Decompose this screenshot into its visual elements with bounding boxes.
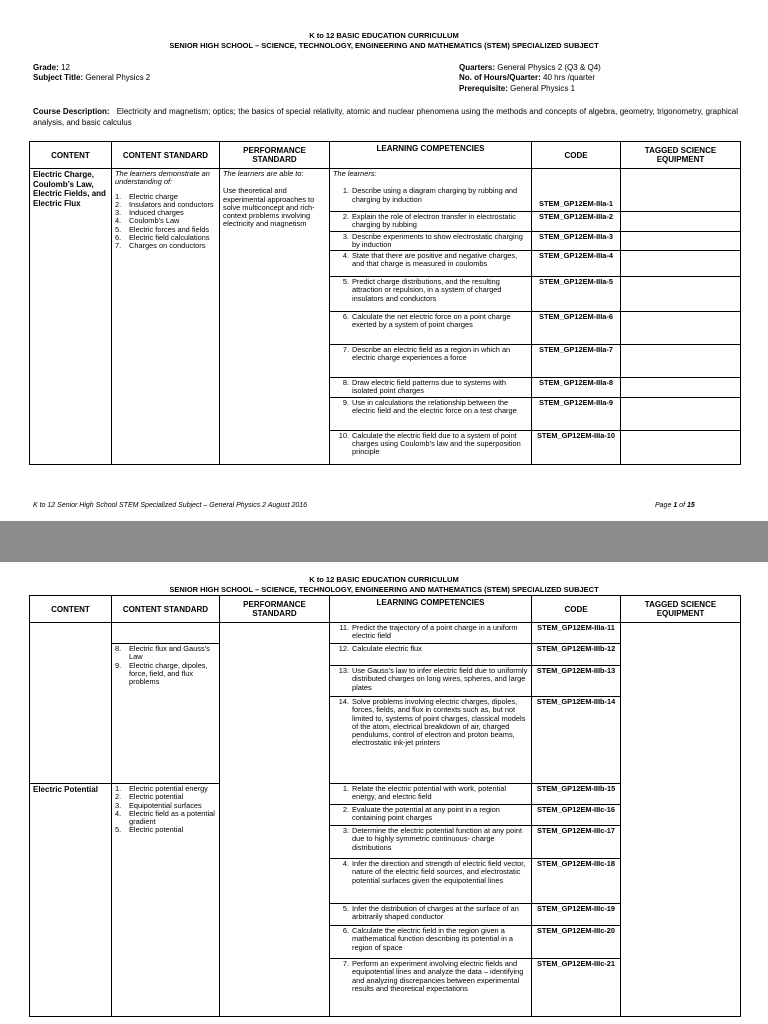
competency-item	[333, 379, 528, 396]
competency-cell	[330, 345, 532, 378]
code-cell: STEM_GP12EM-IIIa-11	[532, 623, 621, 644]
item-text: Electric potential energy	[129, 784, 208, 793]
curriculum-title-p2: K to 12 BASIC EDUCATION CURRICULUM	[309, 575, 459, 584]
quarters-value: General Physics 2 (Q3 & Q4)	[497, 63, 601, 72]
hours-line	[459, 73, 595, 83]
competency-number: 9.	[342, 397, 349, 407]
page-num: 1	[673, 502, 678, 509]
page-word: Page	[655, 502, 672, 509]
competency-number: 7.	[342, 345, 349, 355]
table-row	[30, 623, 741, 644]
col-header-tagged-equipment: TAGGED SCIENCE EQUIPMENT	[621, 142, 741, 169]
code-cell: STEM_GP12EM-IIIa-6	[532, 312, 621, 345]
tagged-equipment-cell	[621, 169, 741, 212]
item-number: 8.	[115, 644, 122, 653]
competency-text: Use Gauss’s law to infer electric field due to uniformly distributed charges on long wires, spheres, and large plates	[352, 666, 528, 692]
table-header-row-p2	[30, 596, 741, 623]
competency-item	[333, 252, 528, 269]
course-description-text: Electricity and magnetism; optics; the basics of special relativity, atomic and nuclear phenomena using the methods and concepts of algebra, geometry, trigonometry, graphical analysis, and basic calculus	[33, 107, 738, 127]
tagged-equipment-cell	[621, 212, 741, 232]
item-text: Charges on conductors	[129, 241, 206, 251]
competency-text: Draw electric field patterns due to systems with isolated point charges	[352, 378, 507, 396]
quarters-label: Quarters:	[459, 63, 496, 72]
item-text: Electric charge	[129, 191, 178, 201]
competency-text: Evaluate the potential at any point in a region containing point charges	[352, 805, 500, 823]
col-header-content: CONTENT	[30, 142, 112, 169]
item-number: 3.	[115, 800, 122, 810]
curriculum-subtitle: SENIOR HIGH SCHOOL – SCIENCE, TECHNOLOGY, ENGINEERING AND MATHEMATICS (STEM) SPECIALIZED SUBJECT	[169, 41, 599, 50]
tagged-equipment-cell	[621, 623, 741, 1017]
tagged-equipment-cell	[621, 251, 741, 277]
tagged-equipment-cell	[621, 231, 741, 251]
content-standard-item	[115, 810, 216, 827]
competency-cell	[330, 784, 532, 805]
competency-item	[333, 667, 528, 692]
code-cell: STEM_GP12EM-IIIc-16	[532, 805, 621, 826]
item-number: 2.	[115, 199, 122, 209]
code-cell: STEM_GP12EM-IIIc-17	[532, 826, 621, 859]
competency-cell	[330, 312, 532, 345]
competency-cell	[330, 623, 532, 644]
code-cell: STEM_GP12EM-IIIc-20	[532, 926, 621, 959]
competency-cell	[330, 169, 532, 212]
competency-number: 5.	[342, 277, 349, 287]
code-cell: STEM_GP12EM-IIIb-12	[532, 644, 621, 666]
table-row	[30, 169, 741, 212]
item-number: 7.	[115, 241, 122, 251]
competency-cell	[330, 231, 532, 251]
competency-item	[333, 187, 528, 204]
competency-number: 4.	[342, 859, 349, 868]
competency-number: 11.	[339, 623, 349, 632]
competency-cell	[330, 697, 532, 784]
item-number: 4.	[115, 216, 122, 226]
competency-text: Calculate the electric field in the region given a mathematical function describing its potential in a region of space	[352, 926, 514, 952]
spacer	[115, 187, 216, 191]
tagged-equipment-cell	[621, 277, 741, 312]
item-text: Electric forces and fields	[129, 224, 210, 234]
grade-value: 12	[61, 63, 70, 72]
page-number	[655, 502, 695, 509]
competency-number: 4.	[342, 251, 349, 261]
competency-cell	[330, 859, 532, 904]
competency-text: Calculate electric flux	[352, 644, 422, 653]
competency-text: Perform an experiment involving electric fields and equipotential lines and analyze the data – identifying and analyzing discrepancies between experimental results and theoretical expectations	[352, 959, 524, 993]
competency-text: Use in calculations the relationship between the electric field and the electric force on a test charge	[352, 397, 517, 416]
subject-line	[33, 73, 150, 83]
competency-item	[333, 624, 528, 641]
content-standard-cell	[112, 169, 220, 465]
hours-value: 40 hrs /quarter	[543, 73, 596, 82]
code-cell: STEM_GP12EM-IIIc-19	[532, 904, 621, 926]
code-cell: STEM_GP12EM-IIIc-18	[532, 859, 621, 904]
curriculum-title: K to 12 BASIC EDUCATION CURRICULUM	[309, 31, 459, 40]
code-cell: STEM_GP12EM-IIIa-8	[532, 378, 621, 398]
competency-number: 2.	[342, 805, 349, 814]
curriculum-table-page1	[29, 141, 741, 465]
code-cell: STEM_GP12EM-IIIa-1	[532, 169, 621, 212]
item-text: Electric potential	[129, 792, 184, 802]
competency-number: 14.	[338, 697, 349, 706]
competency-number: 6.	[342, 926, 349, 935]
code-cell: STEM_GP12EM-IIIa-9	[532, 397, 621, 430]
competency-cell	[330, 277, 532, 312]
competency-item	[333, 905, 528, 922]
competency-item	[333, 233, 528, 250]
competency-item	[333, 827, 528, 852]
competency-cell	[330, 378, 532, 398]
competency-item	[333, 960, 528, 993]
table-header-row	[30, 142, 741, 169]
item-number: 5.	[115, 224, 122, 234]
curriculum-subtitle-p2: SENIOR HIGH SCHOOL – SCIENCE, TECHNOLOGY, ENGINEERING AND MATHEMATICS (STEM) SPECIALIZED SUBJECT	[169, 585, 599, 594]
competency-cell	[330, 904, 532, 926]
code-cell: STEM_GP12EM-IIIc-21	[532, 959, 621, 1017]
competency-text: Calculate the net electric force on a point charge exerted by a system of point charges	[352, 312, 511, 330]
page-total: 15	[686, 502, 695, 509]
col-header-performance-standard-p2: PERFORMANCE STANDARD	[220, 596, 330, 623]
competency-number: 2.	[342, 212, 349, 221]
content-standard-item	[115, 662, 216, 687]
item-text: Induced charges	[129, 208, 184, 218]
item-number: 4.	[115, 808, 122, 818]
item-number: 1.	[115, 784, 122, 793]
quarters-line	[459, 63, 601, 73]
competency-number: 13.	[338, 666, 349, 675]
item-text: Electric potential	[129, 825, 184, 835]
col-header-content-p2: CONTENT	[30, 596, 112, 623]
item-text: Electric field as a potential gradient	[129, 808, 215, 827]
performance-standard-intro: The learners are able to:	[223, 169, 304, 178]
subject-label: Subject Title:	[33, 73, 84, 82]
competency-item	[333, 432, 528, 457]
prerequisite-label: Prerequisite:	[459, 84, 508, 93]
tagged-equipment-cell	[621, 378, 741, 398]
footer-text: K to 12 Senior High School STEM Specialized Subject – General Physics 2 August 2016	[33, 502, 308, 509]
of-word: of	[679, 502, 686, 509]
item-number: 5.	[115, 825, 122, 835]
col-header-content-standard: CONTENT STANDARD	[112, 142, 220, 169]
code-cell: STEM_GP12EM-IIIa-5	[532, 277, 621, 312]
grade-label: Grade:	[33, 63, 59, 72]
content-standard-cell	[112, 644, 220, 784]
item-number: 9.	[115, 660, 122, 670]
code-cell: STEM_GP12EM-IIIa-7	[532, 345, 621, 378]
col-header-code: CODE	[532, 142, 621, 169]
col-header-learning-competencies-p2: LEARNING COMPETENCIES	[330, 596, 532, 623]
competency-text: Solve problems involving electric charges, dipoles, forces, fields, and flux in contexts such as, but not limited to, systems of point charges, classical models of the atom, electrical breakdown of air, charged pendulums, control of electron and proton beams, electrostatic ink-jet printers	[352, 697, 526, 748]
item-text: Electric field calculations	[129, 233, 210, 243]
col-header-performance-standard: PERFORMANCE STANDARD	[220, 142, 330, 169]
tagged-equipment-cell	[621, 345, 741, 378]
item-text: Electric flux and Gauss’s Law	[129, 644, 210, 662]
item-text: Insulators and conductors	[129, 199, 214, 209]
code-cell: STEM_GP12EM-IIIb-15	[532, 784, 621, 805]
item-text: Coulomb’s Law	[129, 216, 180, 226]
competency-number: 7.	[342, 959, 349, 968]
competency-number: 3.	[342, 826, 349, 835]
competency-item	[333, 860, 528, 885]
item-number: 6.	[115, 233, 122, 243]
item-text: Electric charge, dipoles, force, field, and flux problems	[129, 660, 208, 687]
prerequisite-value: General Physics 1	[510, 84, 576, 93]
competency-text: State that there are positive and negative charges, and that charge is measured in coulombs	[352, 251, 518, 269]
subject-value: General Physics 2	[85, 73, 151, 82]
content-standard-item	[115, 242, 216, 250]
content-cell: Electric Potential	[30, 784, 112, 1017]
competency-text: Predict the trajectory of a point charge in a uniform electric field	[352, 623, 518, 641]
content-standard-item	[115, 826, 216, 834]
content-standard-list	[115, 785, 216, 835]
content-standard-item	[115, 645, 216, 662]
content-standard-cell	[112, 623, 220, 644]
content-cell: Electric Charge, Coulomb’s Law, Electric Fields, and Electric Flux	[30, 169, 112, 465]
prerequisite-line	[459, 84, 575, 94]
competency-item	[333, 806, 528, 823]
hours-label: No. of Hours/Quarter:	[459, 73, 541, 82]
competency-item	[333, 399, 528, 416]
competency-item	[333, 645, 528, 653]
competency-item	[333, 213, 528, 230]
competency-number: 1.	[342, 784, 349, 793]
competency-number: 1.	[342, 186, 349, 196]
col-header-content-standard-p2: CONTENT STANDARD	[112, 596, 220, 623]
competency-text: Describe experiments to show electrostatic charging by induction	[352, 231, 523, 249]
competency-intro: The learners:	[333, 169, 377, 178]
competency-item	[333, 785, 528, 802]
competency-cell	[330, 212, 532, 232]
competency-number: 5.	[342, 904, 349, 913]
col-header-code-p2: CODE	[532, 596, 621, 623]
competency-number: 10.	[338, 430, 349, 440]
content-standard-list	[115, 645, 216, 686]
competency-text: Describe using a diagram charging by rubbing and charging by induction	[352, 186, 518, 204]
competency-item	[333, 278, 528, 303]
competency-cell	[330, 926, 532, 959]
course-description-label: Course Description:	[33, 107, 110, 116]
content-standard-cell	[112, 784, 220, 1017]
tagged-equipment-cell	[621, 312, 741, 345]
code-cell: STEM_GP12EM-IIIa-4	[532, 251, 621, 277]
competency-text: Calculate the electric field due to a system of point charges using Coulomb’s law and the superposition principle	[352, 430, 521, 457]
content-standard-intro: The learners demonstrate an understanding of:	[115, 169, 210, 187]
competency-cell	[330, 805, 532, 826]
item-number: 1.	[115, 191, 122, 201]
performance-standard-cell	[220, 169, 330, 465]
performance-standard-cell	[220, 623, 330, 1017]
course-description	[33, 106, 738, 128]
competency-text: Determine the electric potential function at any point due to highly symmetric continuous- charge distributions	[352, 826, 523, 852]
competency-text: Predict charge distributions, and the resulting attraction or repulsion, in a system of charged insulators and conductors	[352, 277, 502, 303]
competency-cell	[330, 959, 532, 1017]
performance-standard-text: Use theoretical and experimental approaches to solve multiconcept and rich-context problems involving electricity and magnetism	[223, 186, 315, 229]
competency-item	[333, 313, 528, 330]
competency-item	[333, 346, 528, 363]
competency-number: 12.	[338, 644, 349, 653]
col-header-learning-competencies: LEARNING COMPETENCIES	[330, 142, 532, 169]
code-cell: STEM_GP12EM-IIIa-3	[532, 231, 621, 251]
competency-cell	[330, 826, 532, 859]
competency-cell	[330, 644, 532, 666]
competency-item	[333, 927, 528, 952]
competency-cell	[330, 251, 532, 277]
content-cell	[30, 623, 112, 784]
document-page-2	[0, 562, 768, 1024]
competency-cell	[330, 666, 532, 697]
competency-cell	[330, 397, 532, 430]
code-cell: STEM_GP12EM-IIIa-2	[532, 212, 621, 232]
competency-text: Explain the role of electron transfer in electrostatic charging by rubbing	[352, 212, 516, 230]
tagged-equipment-cell	[621, 397, 741, 430]
col-header-tagged-equipment-p2: TAGGED SCIENCE EQUIPMENT	[621, 596, 741, 623]
competency-text: Infer the direction and strength of electric field vector, nature of the electric field sources, and electrostatic potential surfaces given the equipotential lines	[352, 859, 526, 885]
competency-text: Describe an electric field as a region in which an electric charge experiences a force	[352, 345, 511, 363]
item-number: 2.	[115, 792, 122, 802]
grade-line	[33, 63, 70, 73]
content-standard-list	[115, 193, 216, 251]
item-number: 3.	[115, 208, 122, 218]
competency-number: 8.	[342, 378, 349, 388]
competency-number: 3.	[342, 231, 349, 241]
code-cell: STEM_GP12EM-IIIb-13	[532, 666, 621, 697]
competency-item	[333, 698, 528, 748]
item-text: Equipotential surfaces	[129, 800, 202, 810]
curriculum-table-page2	[29, 595, 741, 1017]
tagged-equipment-cell	[621, 430, 741, 464]
competency-number: 6.	[342, 312, 349, 322]
competency-text: Infer the distribution of charges at the surface of an arbitrarily shaped conductor	[352, 904, 519, 922]
competency-text: Relate the electric potential with work, potential energy, and electric field	[352, 784, 507, 802]
code-cell: STEM_GP12EM-IIIb-14	[532, 697, 621, 784]
competency-cell	[330, 430, 532, 464]
code-cell: STEM_GP12EM-IIIa-10	[532, 430, 621, 464]
